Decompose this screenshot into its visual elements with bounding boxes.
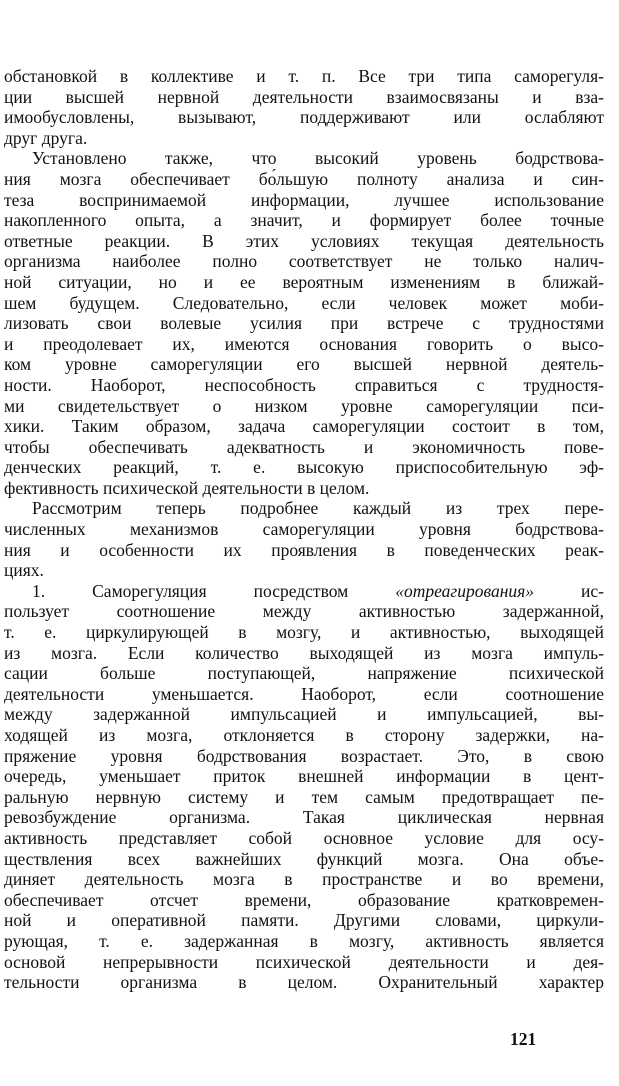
text-line: лизовать свои волевые усилия при встрече с трудностями (4, 313, 604, 334)
text-line: чтобы обеспечивать адекватность и экономичность пове- (4, 436, 604, 457)
text-line: имообусловлены, вызывают, поддерживают или ослабляют (4, 107, 604, 128)
text-line: и преодолевает их, имеются основания говорить о высо- (4, 333, 604, 354)
text-line: т. е. циркулирующей в мозгу, и активностью, выходящей (4, 622, 604, 643)
paragraph (4, 581, 604, 993)
text-line: ральную нервную систему и тем самым предотвращает пе- (4, 786, 604, 807)
text-line: ходящей из мозга, отклоняется в сторону задержки, на- (4, 725, 604, 745)
text-line: друг друга. (4, 127, 88, 148)
text-line: ком уровне саморегуляции его высшей нервной деятель- (4, 354, 604, 375)
paragraph (4, 66, 604, 148)
text-line: основой непрерывности психической деятельности и дея- (4, 951, 604, 972)
text-line: диняет деятельность мозга в пространстве и во времени, (4, 869, 604, 890)
text-line: пользует соотношение между активностью задержанной, (4, 601, 604, 622)
text-line: фективность психической деятельности в целом. (4, 477, 370, 498)
text-line: циях. (4, 560, 44, 581)
text-line: хики. Таким образом, задача саморегуляции состоит в том, (4, 416, 604, 437)
text-line: 1. Саморегуляция посредством «отреагирования» ис- (32, 580, 604, 601)
text-line: организма наиболее полно соответствует не только налич- (4, 251, 604, 272)
text-line: между задержанной импульсацией и импульсацией, вы- (4, 704, 604, 725)
text-line: ответные реакции. В этих условиях текущая деятельность (4, 230, 604, 251)
text-line: обстановкой в коллективе и т. п. Все три типа саморегуля- (4, 66, 604, 86)
text-line: ществления всех важнейших функций мозга. Она объе- (4, 848, 604, 869)
text-line: очередь, уменьшает приток внешней информации в цент- (4, 766, 604, 787)
text-line: тельности организма в целом. Охранительный характер (4, 972, 604, 993)
text-line: ния и особенности их проявления в поведенческих реак- (4, 539, 604, 560)
text-line: деятельности уменьшается. Наоборот, если соотношение (4, 683, 604, 704)
text-line: ми свидетельствует о низком уровне саморегуляции пси- (4, 395, 604, 416)
text-line: сации больше поступающей, напряжение психической (4, 663, 604, 684)
text-line: из мозга. Если количество выходящей из мозга импуль- (4, 642, 604, 663)
text-line: пряжение уровня бодрствования возрастает. Это, в свою (4, 745, 604, 766)
text-line: ности. Наоборот, неспособность справиться с трудностя- (4, 374, 604, 395)
text-line: численных механизмов саморегуляции уровня бодрствова- (4, 519, 604, 540)
emphasized-term: «отреагирования» (395, 580, 535, 601)
page-number: 121 (510, 1029, 537, 1049)
text-line: шем будущем. Следовательно, если человек может моби- (4, 292, 604, 313)
text-line: ния мозга обеспечивает бо́льшую полноту анализа и син- (4, 168, 604, 189)
text-line: ции высшей нервной деятельности взаимосвязаны и вза- (4, 86, 604, 107)
text-line: Установлено также, что высокий уровень бодрствова- (32, 148, 604, 169)
text-line: ревозбуждение организма. Такая циклическая нервная (4, 807, 604, 828)
text-line: ной и оперативной памяти. Другими словами, циркули- (4, 910, 604, 931)
text-line: активность представляет собой основное условие для осу- (4, 827, 604, 848)
text-line: Рассмотрим теперь подробнее каждый из трех пере- (32, 498, 604, 519)
paragraph (4, 148, 604, 498)
text-line: обеспечивает отсчет времени, образование кратковремен- (4, 889, 604, 910)
text-line: рующая, т. е. задержанная в мозгу, активность является (4, 930, 604, 951)
text-line: накопленного опыта, а значит, и формирует более точные (4, 210, 604, 231)
text-line: теза воспринимаемой информации, лучшее использование (4, 189, 604, 210)
text-line: ной ситуации, но и ее вероятным изменениям в ближай- (4, 271, 604, 292)
page-body (4, 66, 604, 993)
paragraph (4, 498, 604, 580)
text-line: денческих реакций, т. е. высокую приспособительную эф- (4, 457, 604, 478)
